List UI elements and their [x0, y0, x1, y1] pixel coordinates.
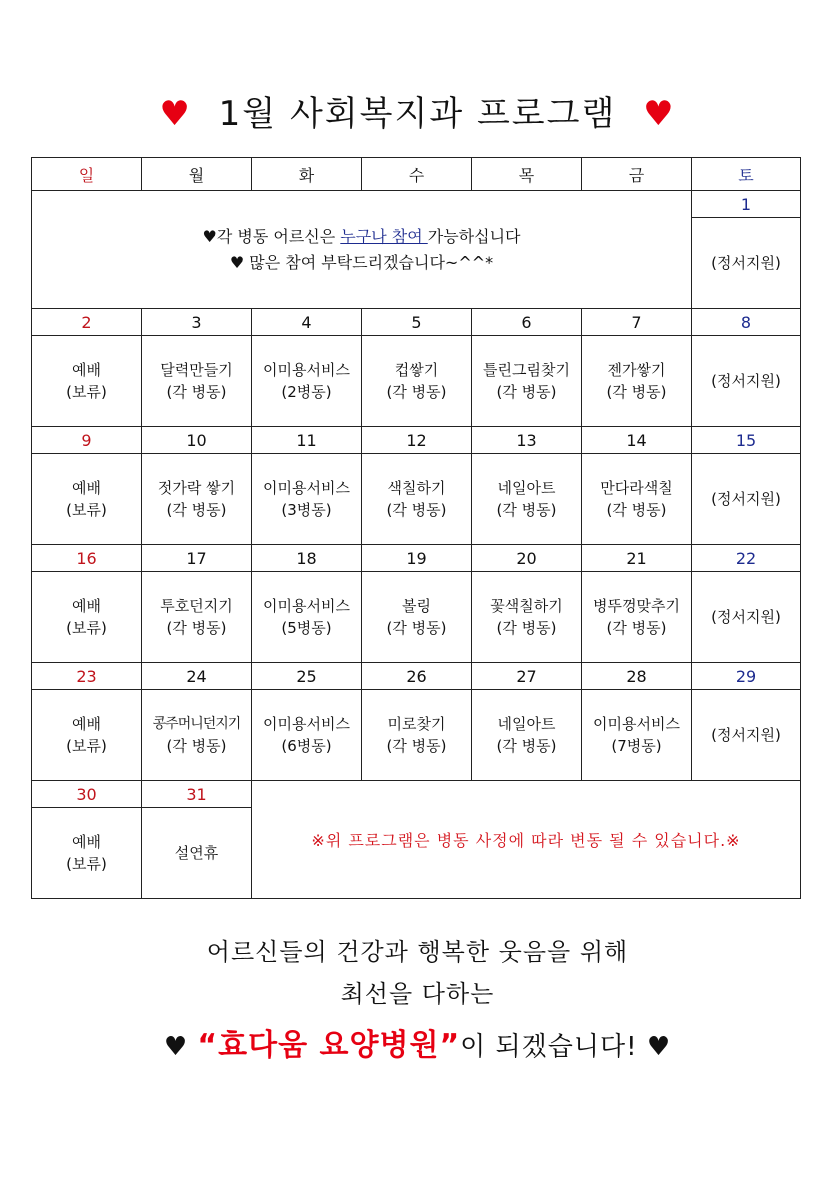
program-cell	[252, 690, 362, 781]
weekday-mon: 월	[142, 158, 252, 191]
program-ward: (6병동)	[281, 737, 332, 755]
heart-icon: ♥	[159, 94, 192, 134]
notice-suffix: 가능하십니다	[427, 226, 521, 246]
program-cell	[472, 454, 582, 545]
program-name: (정서지원)	[711, 490, 781, 508]
date-cell: 11	[252, 427, 362, 454]
program-cell	[32, 808, 142, 899]
program-cell	[32, 454, 142, 545]
program-cell	[692, 454, 801, 545]
program-cell	[32, 336, 142, 427]
weekday-wed: 수	[362, 158, 472, 191]
program-cell	[582, 454, 692, 545]
program-ward: (각 병동)	[386, 737, 447, 755]
program-cell	[32, 572, 142, 663]
date-cell: 20	[472, 545, 582, 572]
program-cell	[472, 690, 582, 781]
program-name: 달력만들기	[160, 361, 233, 379]
date-cell: 31	[142, 781, 252, 808]
program-ward: (각 병동)	[606, 383, 667, 401]
program-ward: (보류)	[66, 619, 107, 637]
date-cell: 13	[472, 427, 582, 454]
program-cell	[362, 454, 472, 545]
date-cell: 16	[32, 545, 142, 572]
page-title	[0, 86, 835, 135]
program-ward: (각 병동)	[166, 383, 227, 401]
heart-icon: ♥	[163, 1032, 189, 1062]
weekday-thu: 목	[472, 158, 582, 191]
program-name: (정서지원)	[711, 726, 781, 744]
program-cell	[142, 808, 252, 899]
program-cell	[582, 690, 692, 781]
program-ward: (5병동)	[281, 619, 332, 637]
program-cell	[582, 572, 692, 663]
program-name: 이미용서비스	[593, 715, 680, 733]
program-name: 예배	[72, 361, 101, 379]
program-name: 컵쌓기	[394, 361, 439, 379]
weekday-fri: 금	[582, 158, 692, 191]
notice-link: 누구나 참여	[340, 226, 428, 246]
program-ward: (보류)	[66, 855, 107, 873]
program-ward: (7병동)	[611, 737, 662, 755]
program-ward: (각 병동)	[386, 501, 447, 519]
program-name: 만다라색칠	[600, 479, 673, 497]
closing-line-1: 어르신들의 건강과 행복한 웃음을 위해	[206, 938, 629, 966]
date-cell: 10	[142, 427, 252, 454]
program-name: 이미용서비스	[263, 597, 350, 615]
program-name: 예배	[72, 833, 101, 851]
program-name: 예배	[72, 597, 101, 615]
program-ward: (각 병동)	[386, 383, 447, 401]
notice-prefix: ♥각 병동 어르신은	[202, 226, 341, 246]
week-2-program-row	[32, 454, 801, 545]
program-name: 젓가락 쌓기	[157, 479, 236, 497]
program-ward: (각 병동)	[166, 737, 227, 755]
program-name: 예배	[72, 479, 101, 497]
program-name: 미로찾기	[387, 715, 446, 733]
program-cell	[362, 572, 472, 663]
program-name: (정서지원)	[711, 372, 781, 390]
program-name: 틀린그림찾기	[483, 361, 570, 379]
program-cell	[582, 336, 692, 427]
program-cell	[252, 336, 362, 427]
program-ward: (각 병동)	[496, 501, 557, 519]
date-cell: 25	[252, 663, 362, 690]
week-4-number-row	[32, 663, 801, 690]
date-cell: 23	[32, 663, 142, 690]
date-cell: 29	[692, 663, 801, 690]
date-cell: 24	[142, 663, 252, 690]
program-ward: (3병동)	[281, 501, 332, 519]
week-4-program-row	[32, 690, 801, 781]
program-name: 꽃색칠하기	[490, 597, 563, 615]
date-cell: 19	[362, 545, 472, 572]
program-cell	[692, 690, 801, 781]
date-cell: 5	[362, 309, 472, 336]
program-cell	[362, 336, 472, 427]
date-cell: 18	[252, 545, 362, 572]
program-name: 병뚜껑맞추기	[593, 597, 680, 615]
week-3-number-row	[32, 545, 801, 572]
program-cell	[692, 336, 801, 427]
program-name: 볼링	[402, 597, 431, 615]
program-name: 이미용서비스	[263, 479, 350, 497]
program-ward: (보류)	[66, 737, 107, 755]
program-ward: (각 병동)	[496, 383, 557, 401]
date-cell: 15	[692, 427, 801, 454]
week-0-number-row	[32, 191, 801, 218]
program-cell	[142, 690, 252, 781]
program-cell	[472, 572, 582, 663]
program-cell: (정서지원)	[692, 218, 801, 309]
program-cell	[142, 336, 252, 427]
program-name: 이미용서비스	[263, 361, 350, 379]
weekday-sat: 토	[692, 158, 801, 191]
program-cell	[252, 572, 362, 663]
date-cell: 9	[32, 427, 142, 454]
program-ward: (각 병동)	[386, 619, 447, 637]
program-ward: (보류)	[66, 501, 107, 519]
weekday-sun: 일	[32, 158, 142, 191]
program-name: 네일아트	[497, 715, 556, 733]
program-name: 네일아트	[497, 479, 556, 497]
date-cell: 6	[472, 309, 582, 336]
program-cell	[252, 454, 362, 545]
closing-suffix: 이 되겠습니다!	[460, 1032, 638, 1062]
closing-line-3	[0, 1020, 835, 1064]
heart-icon: ♥	[643, 94, 676, 134]
program-cell	[472, 336, 582, 427]
week-5-number-row	[32, 781, 801, 808]
calendar-table	[31, 157, 801, 899]
date-cell: 3	[142, 309, 252, 336]
program-cell	[32, 690, 142, 781]
closing-line-2: 최선을 다하는	[340, 980, 495, 1008]
date-cell: 22	[692, 545, 801, 572]
program-ward: (보류)	[66, 383, 107, 401]
date-cell: 12	[362, 427, 472, 454]
hospital-name: “효다움 요양병원”	[197, 1028, 461, 1063]
program-ward: (각 병동)	[496, 619, 557, 637]
program-name: 이미용서비스	[263, 715, 350, 733]
participation-notice	[32, 191, 692, 309]
heart-icon: ♥	[646, 1032, 672, 1062]
program-name: 투호던지기	[160, 597, 233, 615]
title-text: 1월 사회복지과 프로그램	[218, 94, 617, 134]
date-cell: 14	[582, 427, 692, 454]
program-ward: (각 병동)	[166, 619, 227, 637]
program-ward: (각 병동)	[496, 737, 557, 755]
program-cell	[142, 454, 252, 545]
program-cell	[692, 572, 801, 663]
week-1-program-row	[32, 336, 801, 427]
program-name: 색칠하기	[387, 479, 446, 497]
date-cell: 21	[582, 545, 692, 572]
program-ward: (각 병동)	[166, 501, 227, 519]
weekday-header-row	[32, 158, 801, 191]
program-cell	[362, 690, 472, 781]
week-1-number-row	[32, 309, 801, 336]
notice-line-2: ♥ 많은 참여 부탁드리겠습니다~^^*	[229, 252, 494, 272]
weekday-tue: 화	[252, 158, 362, 191]
program-name: 설연휴	[174, 844, 219, 862]
notice-line-1	[32, 224, 691, 250]
program-cell	[142, 572, 252, 663]
schedule-change-warning: ※위 프로그램은 병동 사정에 따라 변동 될 수 있습니다.※	[252, 781, 801, 899]
date-cell: 26	[362, 663, 472, 690]
program-name: 콩주머니던지기	[152, 716, 241, 732]
date-cell: 2	[32, 309, 142, 336]
date-cell: 27	[472, 663, 582, 690]
program-ward: (2병동)	[281, 383, 332, 401]
date-cell: 8	[692, 309, 801, 336]
program-ward: (각 병동)	[606, 501, 667, 519]
program-name: 젠가쌓기	[607, 361, 666, 379]
date-cell: 28	[582, 663, 692, 690]
week-3-program-row	[32, 572, 801, 663]
program-name: 예배	[72, 715, 101, 733]
program-name: (정서지원)	[711, 608, 781, 626]
date-cell: 7	[582, 309, 692, 336]
date-cell: 1	[692, 191, 801, 218]
date-cell: 30	[32, 781, 142, 808]
date-cell: 4	[252, 309, 362, 336]
date-cell: 17	[142, 545, 252, 572]
program-ward: (각 병동)	[606, 619, 667, 637]
week-2-number-row	[32, 427, 801, 454]
